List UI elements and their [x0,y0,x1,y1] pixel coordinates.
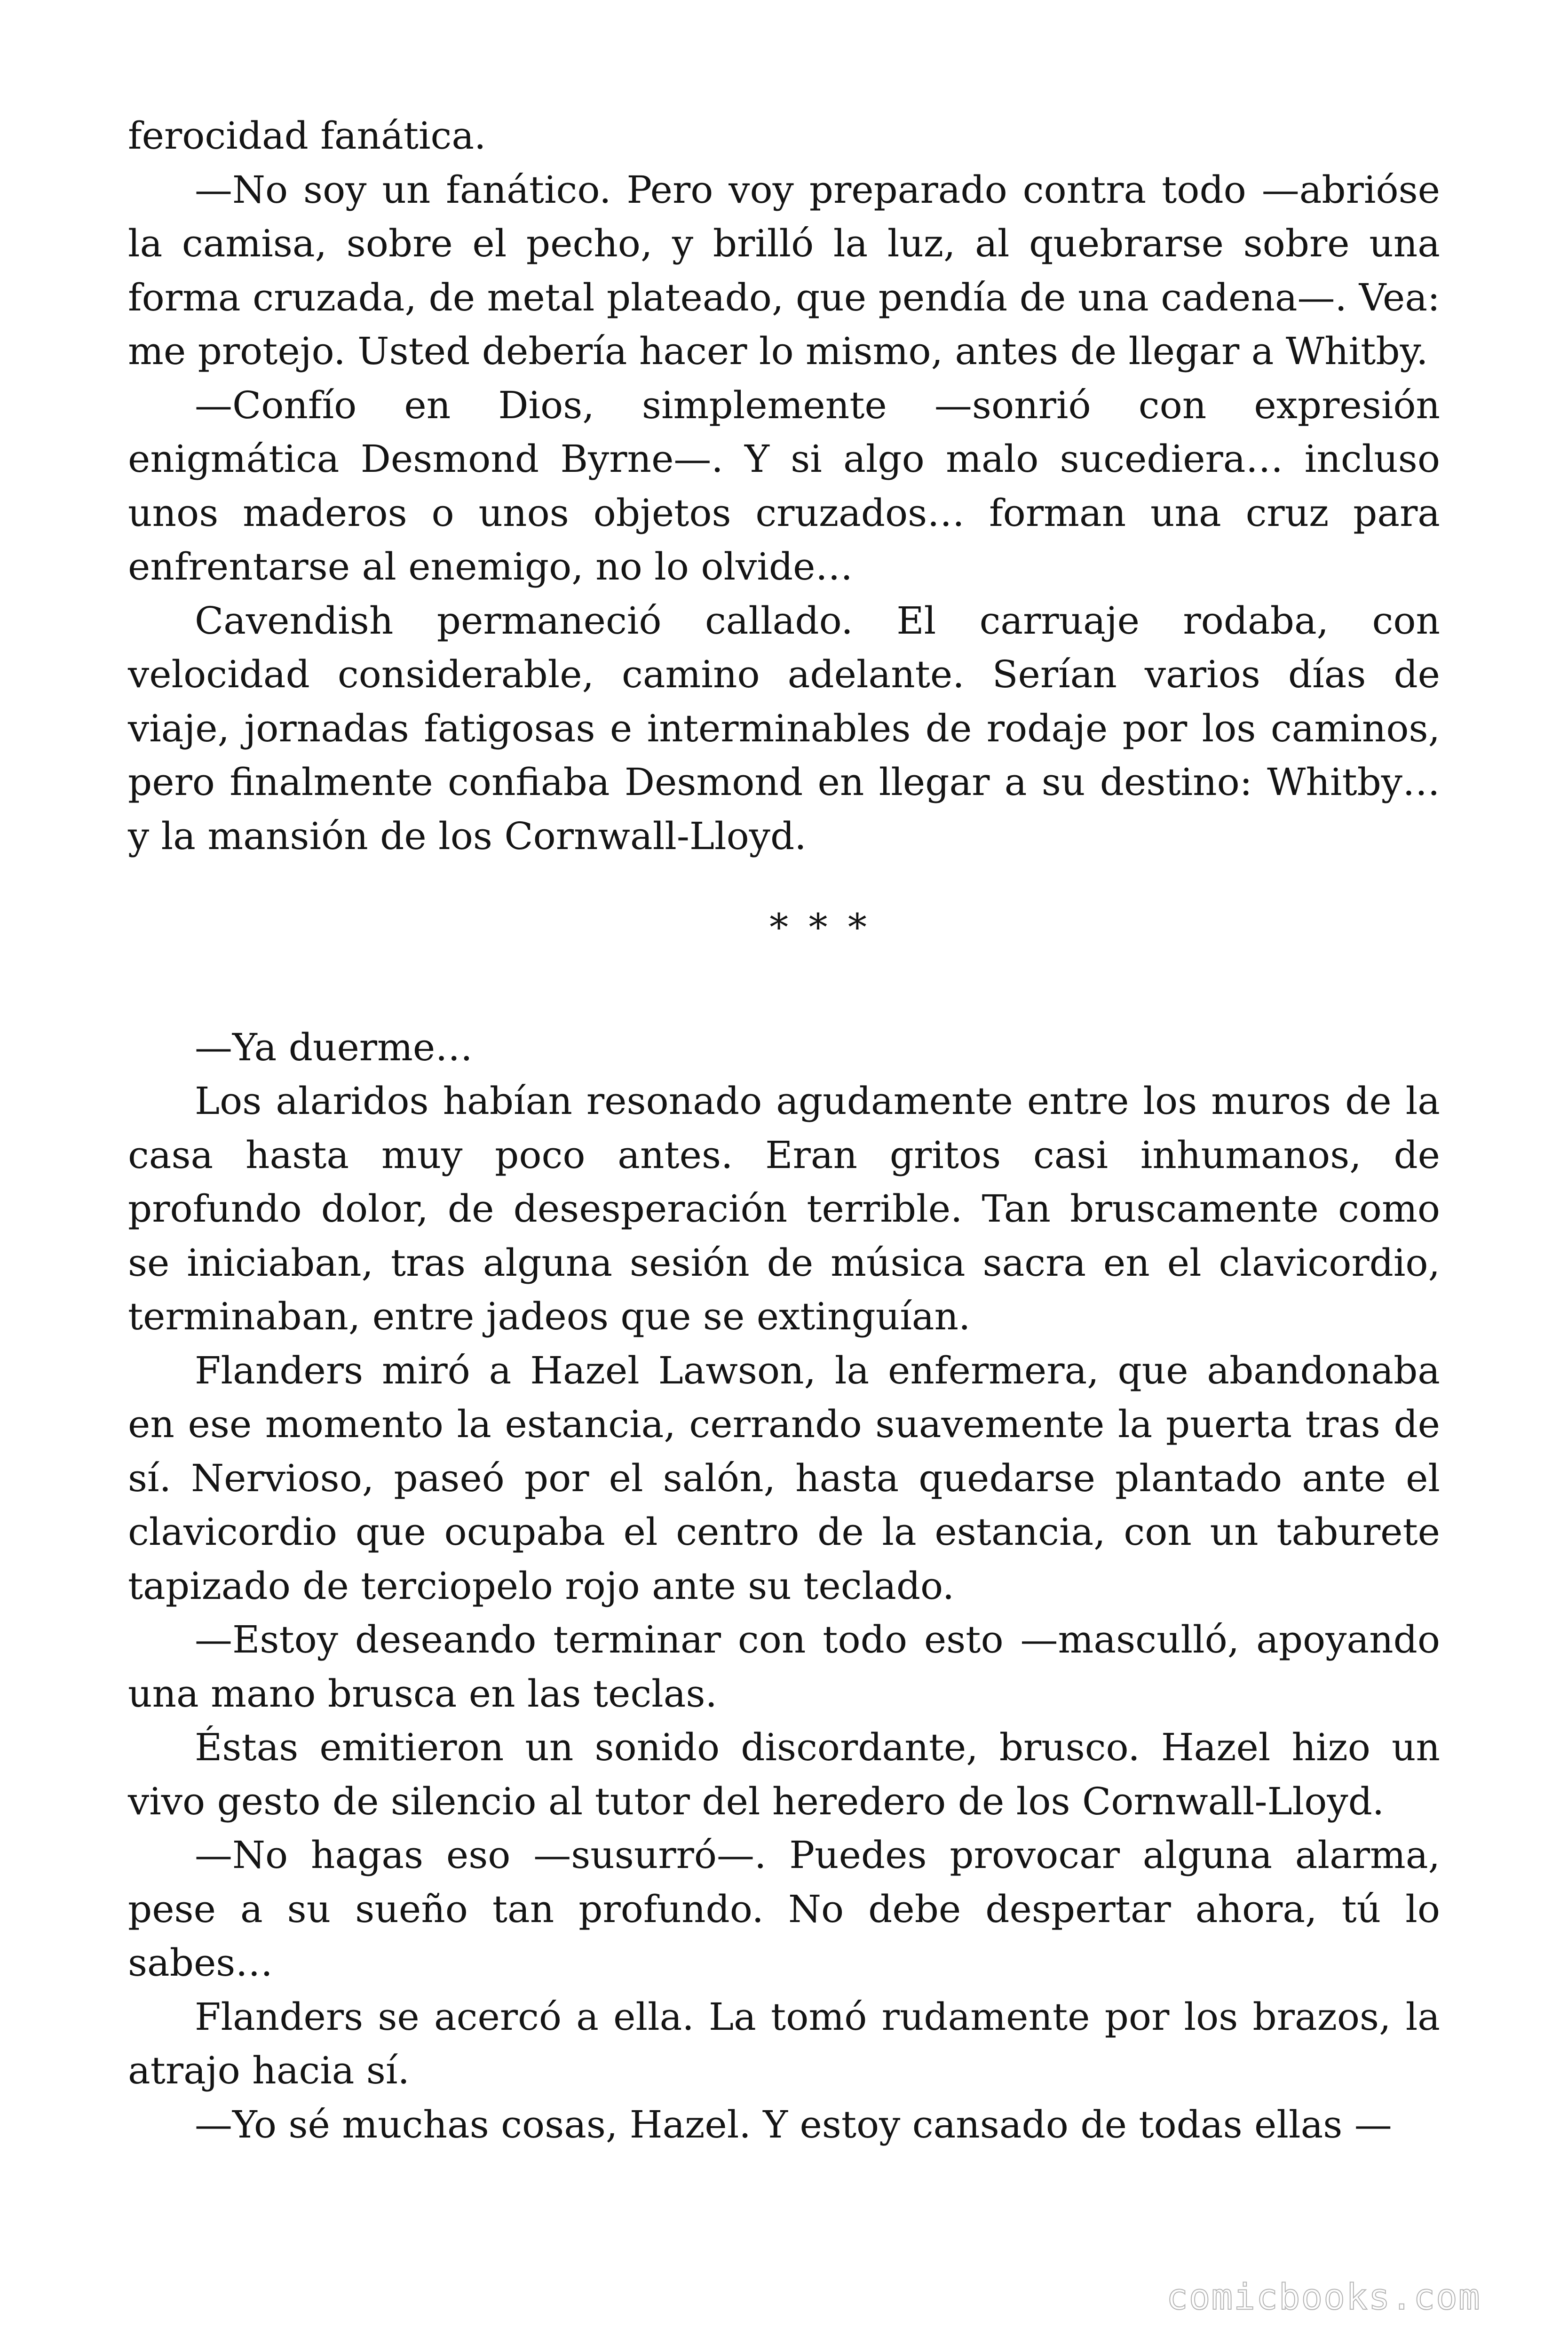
paragraph-dialogue-fanatic: —No soy un fanático. Pero voy preparado contra todo —abrióse la camisa, sobre el pecho, y brilló la luz, al quebrarse sobre una forma cruzada, de metal plateado, que pendía de una cadena—. Vea: me protejo. Usted debería hacer lo mismo, antes de llegar a Whitby. [128,167,1440,373]
paragraph-estoy-deseando: —Estoy deseando terminar con todo esto —masculló, apoyando una mano brusca en las teclas. [128,1618,1440,1716]
paragraph-continuation: ferocidad fanática. [128,114,486,158]
paragraph-flanders-hazel: Flanders miró a Hazel Lawson, la enfermera, que abandonaba en ese momento la estancia, cerrando suavemente la puerta tras de sí. Nervioso, paseó por el salón, hasta quedarse plantado ante el clavicordio que ocupaba el centro de la estancia, con un taburete tapizado de terciopelo rojo ante su teclado. [128,1348,1440,1608]
watermark-text: comicbooks.com [1166,2276,1481,2318]
paragraph-no-hagas-eso: —No hagas eso —susurró—. Puedes provocar alguna alarma, pese a su sueño tan profundo. No debe despertar ahora, tú lo sabes… [128,1833,1440,1985]
paragraph-estas-emitieron: Éstas emitieron un sonido discordante, brusco. Hazel hizo un vivo gesto de silencio al tutor del heredero de los Cornwall-Lloyd. [128,1725,1440,1823]
paragraph-alaridos: Los alaridos habían resonado agudamente entre los muros de la casa hasta muy poco antes. Eran gritos casi inhumanos, de profundo dolor, de desesperación terrible. Tan bruscamente como se iniciaban, tras alguna sesión de música sacra en el clavicordio, terminaban, entre jadeos que se extinguían. [128,1079,1440,1338]
book-page [128,109,1440,2152]
paragraph-flanders-acerco: Flanders se acercó a ella. La tomó rudamente por los brazos, la atrajo hacia sí. [128,1994,1440,2092]
paragraph-yo-se: —Yo sé muchas cosas, Hazel. Y estoy cansado de todas ellas — [195,2102,1392,2146]
section-separator: * * * [769,906,867,949]
paragraph-ya-duerme: —Ya duerme… [195,1025,473,1069]
paragraph-dialogue-faith: —Confío en Dios, simplemente —sonrió con expresión enigmática Desmond Byrne—. Y si algo malo sucediera… incluso unos maderos o unos objetos cruzados… forman una cruz para enfrentarse al enemigo, no lo olvide… [128,383,1440,588]
paragraph-carriage: Cavendish permaneció callado. El carruaje rodaba, con velocidad considerable, camino adelante. Serían varios días de viaje, jornadas fatigosas e interminables de rodaje por los caminos, pero finalmente confiaba Desmond en llegar a su destino: Whitby… y la mansión de los Cornwall-Lloyd. [128,598,1440,858]
